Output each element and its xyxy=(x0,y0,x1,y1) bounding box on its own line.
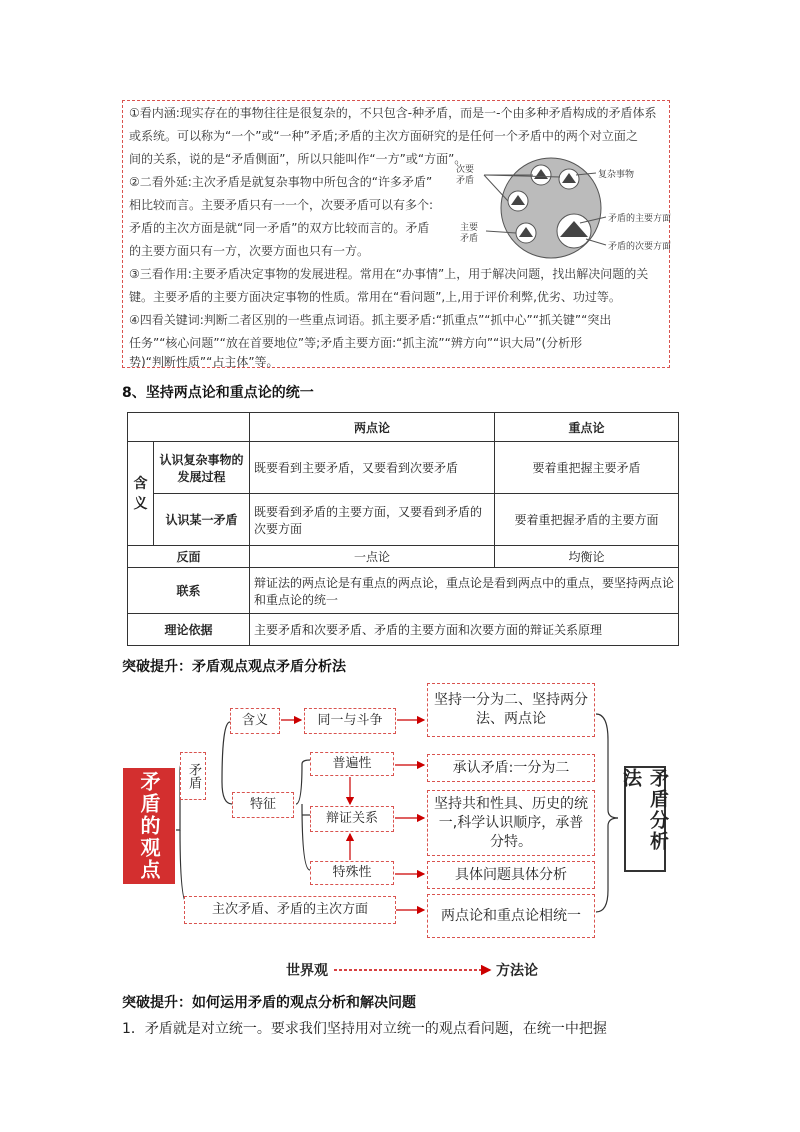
note-line: ②二看外延:主次矛盾是就复杂事物中所包含的“许多矛盾” xyxy=(129,175,433,189)
tezheng-node: 特征 xyxy=(232,792,294,818)
header-key-point: 重点论 xyxy=(495,413,679,442)
header-two-point: 两点论 xyxy=(250,413,495,442)
table-cell: 要着重把握主要矛盾 xyxy=(495,442,679,494)
maodun-node: 矛盾 xyxy=(180,752,206,800)
diagram-connectors xyxy=(118,680,683,990)
note-line: ③三看作用:主要矛盾决定事物的发展进程。常用在“办事情”上，用于解决问题，找出解决问题的关 xyxy=(129,267,649,281)
label-secondary-aspect: 矛盾的次要方面 xyxy=(608,242,672,252)
row-label: 认识复杂事物的发展过程 xyxy=(154,442,250,494)
row-label-link: 联系 xyxy=(128,568,250,614)
breakthrough-heading-2: 突破提升：如何运用矛盾的观点分析和解决问题 xyxy=(122,995,416,1011)
zhuci-node: 主次矛盾、矛盾的主次方面 xyxy=(184,896,396,924)
note-line: 任务”“核心问题”“放在首要地位”等;矛盾主要方面:“抓主流”“辨方向”“识大局”(分析形 xyxy=(129,336,583,350)
notes-box xyxy=(122,100,670,368)
result-node: 具体问题具体分析 xyxy=(427,861,595,889)
note-line: 键。主要矛盾的主要方面决定事物的性质。常用在“看问题”,上,用于评价利弊,优劣、功过等。 xyxy=(129,290,621,304)
row-label-basis: 理论依据 xyxy=(128,614,250,646)
note-line: 的主要方面只有一方，次要方面也只有一方。 xyxy=(129,244,370,258)
table-cell: 一点论 xyxy=(250,546,495,568)
result-node: 坚持一分为二、坚持两分法、两点论 xyxy=(427,683,595,737)
table-row xyxy=(128,546,679,568)
note-line: 或系统。可以称为“一个”或“一种”矛盾;矛盾的主次方面研究的是任何一个矛盾中的两个对立面之 xyxy=(129,129,638,143)
table-cell: 既要看到矛盾的主要方面，又要看到矛盾的次要方面 xyxy=(250,494,495,546)
left-title-box: 矛盾的观点 xyxy=(123,768,175,884)
label-main-aspect: 矛盾的主要方面 xyxy=(608,214,672,224)
note-line: ①看内涵:现实存在的事物往往是很复杂的，不只包含-种矛盾，而是一-个由多种矛盾构成的矛盾体系 xyxy=(129,106,657,120)
note-line: 间的关系，说的是“矛盾侧面”，所以只能叫作“一方”或“方面”。 xyxy=(129,152,467,166)
right-title-box: 矛盾分析法 xyxy=(624,766,666,872)
result-node: 承认矛盾:一分为二 xyxy=(427,754,595,782)
section-title: 8、坚持两点论和重点论的统一 xyxy=(122,385,314,401)
label-secondary-contradiction: 次要矛盾 xyxy=(456,165,475,186)
table-row xyxy=(128,442,679,494)
teshu-node: 特殊性 xyxy=(310,861,394,885)
hanyi-node: 含义 xyxy=(230,708,280,734)
result-node: 坚持共和性具、历史的统一,科学认识顺序，承普分特。 xyxy=(427,790,595,856)
table-cell: 既要看到主要矛盾，又要看到次要矛盾 xyxy=(250,442,495,494)
note-line: 相比较而言。主要矛盾只有一一个，次要矛盾可以有多个: xyxy=(129,198,434,212)
row-label-opposite: 反面 xyxy=(128,546,250,568)
note-line: 势)“判断性质”“占主体”等。 xyxy=(129,355,279,369)
worldview-label: 世界观 xyxy=(286,963,328,979)
contradiction-figure xyxy=(456,153,672,263)
breakthrough-heading: 突破提升：矛盾观点观点矛盾分析法 xyxy=(122,659,346,675)
table-header-row xyxy=(128,413,679,442)
table-cell: 主要矛盾和次要矛盾、矛盾的主要方面和次要方面的辩证关系原理 xyxy=(250,614,679,646)
table-row xyxy=(128,494,679,546)
label-main-contradiction: 主要矛盾 xyxy=(460,223,479,244)
row-label-meaning: 含义 xyxy=(128,442,154,546)
label-complex-thing: 复杂事物 xyxy=(598,170,635,180)
pubian-node: 普遍性 xyxy=(310,752,394,776)
table-cell: 辩证法的两点论是有重点的两点论，重点论是看到两点中的重点，要坚持两点论和重点论的统一 xyxy=(250,568,679,614)
result-node: 两点论和重点论相统一 xyxy=(427,894,595,938)
bianzheng-node: 辩证关系 xyxy=(310,806,394,832)
table-cell: 均衡论 xyxy=(495,546,679,568)
table-corner xyxy=(128,413,250,442)
paragraph-1: 1．矛盾就是对立统一。要求我们坚持用对立统一的观点看问题，在统一中把握 xyxy=(122,1021,607,1037)
table-row xyxy=(128,568,679,614)
comparison-table xyxy=(127,412,679,646)
methodology-label: 方法论 xyxy=(496,963,538,979)
note-line: ④四看关键词:判断二者区别的一些重点词语。抓主要矛盾:“抓重点”“抓中心”“抓关键”“突出 xyxy=(129,313,612,327)
note-line: 矛盾的主次方面是就“同一矛盾”的双方比较而言的。矛盾 xyxy=(129,221,430,235)
contradiction-analysis-diagram xyxy=(118,680,683,990)
table-row xyxy=(128,614,679,646)
row-label: 认识某一矛盾 xyxy=(154,494,250,546)
table-cell: 要着重把握矛盾的主要方面 xyxy=(495,494,679,546)
tongyi-node: 同一与斗争 xyxy=(304,708,396,734)
